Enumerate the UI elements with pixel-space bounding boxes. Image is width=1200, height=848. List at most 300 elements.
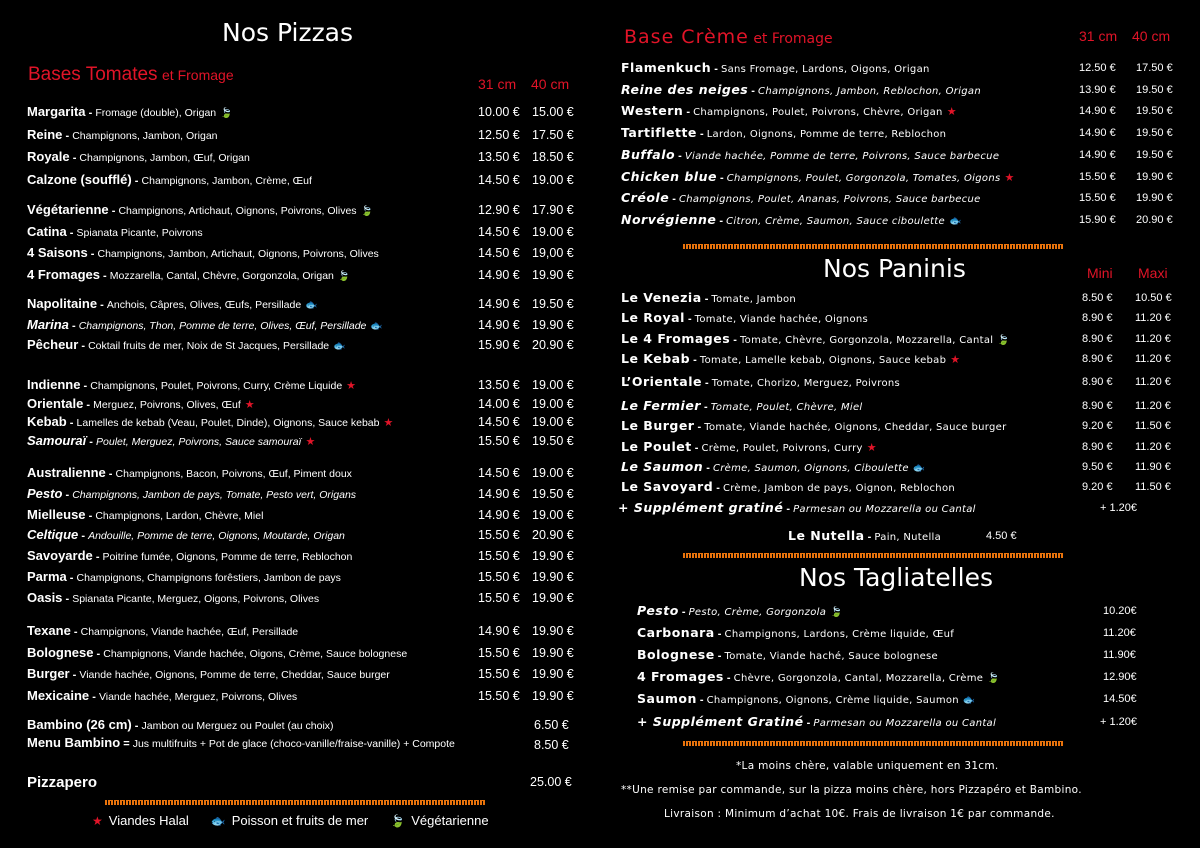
item-description: Fromage (double), Origan	[95, 107, 217, 119]
item-name: Parma	[27, 569, 67, 584]
separator: -	[89, 691, 99, 704]
menu-item	[621, 374, 900, 390]
item-name: Saumon	[637, 691, 697, 706]
menu-item	[27, 127, 218, 143]
item-name: Bolognese	[637, 647, 715, 662]
price: 11.20 €	[1135, 376, 1171, 388]
price: 19.90 €	[1136, 170, 1173, 183]
item-description: Pain, Nutella	[874, 532, 942, 543]
price: 19.00 €	[532, 507, 574, 522]
item-name: Catina	[27, 223, 67, 239]
menu-item	[618, 500, 976, 516]
menu-item	[27, 245, 379, 261]
price: 15.90 €	[478, 338, 520, 352]
price: 20.90 €	[532, 338, 574, 352]
price: 17.50 €	[532, 127, 574, 142]
price: 15.50 €	[478, 590, 520, 605]
price: 19.90 €	[1136, 192, 1173, 205]
separator: -	[701, 377, 712, 389]
price: 14.90 €	[478, 624, 520, 638]
separator: -	[694, 421, 705, 433]
menu-item	[27, 465, 352, 481]
item-description: Jus multifruits + Pot de glace (choco-vanille/fraise-vanille) + Compote	[132, 738, 455, 750]
section-title-tomates	[28, 64, 234, 86]
separator: -	[723, 672, 734, 684]
item-name: Le Royal	[621, 310, 685, 325]
separator: -	[80, 380, 91, 392]
price: 11.50 €	[1135, 481, 1171, 493]
price: 15.90 €	[1079, 213, 1116, 226]
page-title-pizzas: Nos Pizzas	[222, 18, 354, 47]
separator: =	[120, 738, 133, 750]
halal-star-icon: ★	[383, 417, 394, 429]
price: 17.50 €	[1136, 62, 1173, 74]
separator: -	[783, 503, 794, 515]
item-description: Parmesan ou Mozzarella ou Cantal	[813, 718, 997, 729]
divider	[683, 553, 1063, 558]
halal-star-icon: ★	[92, 814, 103, 828]
price: 14.50 €	[478, 246, 520, 261]
item-name: Le Saumon	[621, 459, 704, 474]
size-header-mini: Mini	[1087, 265, 1113, 281]
item-name: Burger	[27, 666, 70, 682]
item-description: Champignons, Champignons forêstiers, Jambon de pays	[76, 572, 341, 584]
menu-item	[621, 190, 981, 206]
price: 8.50 €	[1082, 292, 1113, 304]
item-description: Champignons, Bacon, Poivrons, Œuf, Piment doux	[115, 468, 352, 480]
price: 15.50 €	[478, 645, 520, 660]
price: 19.50 €	[1136, 148, 1173, 161]
leaf-icon: 🍃	[390, 814, 406, 828]
price: 15.50 €	[478, 528, 520, 543]
price: 15.50 €	[478, 667, 520, 682]
separator: -	[66, 417, 77, 429]
menu-item	[621, 351, 960, 367]
price: 14.50 €	[478, 415, 520, 429]
item-name: Bambino (26 cm)	[27, 717, 132, 732]
legend	[88, 813, 507, 828]
menu-item	[27, 507, 263, 523]
separator: -	[696, 694, 707, 706]
price: 19.00 €	[532, 224, 574, 239]
separator: -	[70, 626, 81, 638]
legend-halal	[88, 813, 189, 828]
menu-item	[621, 331, 1010, 347]
item-description: Anchois, Câpres, Olives, Œufs, Persillade	[106, 299, 302, 311]
menu-item	[621, 290, 796, 306]
legend-veg	[386, 813, 488, 828]
separator: -	[700, 401, 711, 413]
leaf-icon: 🍃	[830, 607, 843, 618]
price: 19.00 €	[532, 378, 574, 392]
price: 8.50 €	[534, 738, 569, 752]
separator: -	[62, 488, 73, 501]
separator: -	[716, 214, 727, 227]
separator: -	[690, 354, 700, 366]
halal-star-icon: ★	[305, 435, 316, 448]
item-name: Le 4 Fromages	[621, 331, 731, 346]
item-name: Buffalo	[621, 146, 676, 162]
price: 14.50 €	[478, 172, 520, 187]
item-name: Menu Bambino	[27, 735, 121, 750]
menu-item	[27, 666, 390, 682]
item-name: Orientale	[27, 395, 84, 411]
menu-item	[27, 688, 297, 704]
menu-item	[621, 459, 925, 475]
menu-item	[27, 202, 373, 218]
price: 6.50 €	[534, 718, 569, 732]
item-description: Parmesan ou Mozzarella ou Cantal	[793, 504, 976, 515]
separator: -	[701, 293, 712, 305]
menu-item	[27, 645, 407, 661]
item-name: 4 Fromages	[27, 267, 100, 283]
divider	[683, 741, 1063, 746]
menu-item	[27, 717, 334, 733]
price: 11.20 €	[1135, 312, 1171, 324]
price: 17.90 €	[532, 203, 574, 217]
price: 11.20 €	[1135, 333, 1171, 345]
price: + 1.20€	[1100, 502, 1138, 514]
menu-item	[621, 125, 946, 141]
price: 15.50 €	[478, 549, 520, 564]
price: 9.50 €	[1082, 461, 1113, 473]
price: 10.20€	[1103, 605, 1137, 617]
separator: -	[730, 334, 740, 346]
price: 19.50 €	[1136, 105, 1173, 118]
halal-star-icon: ★	[346, 380, 357, 392]
menu-item	[621, 439, 877, 455]
item-description: Viande hachée, Pomme de terre, Poivrons, Sauce barbecue	[684, 150, 1000, 162]
menu-item	[621, 147, 999, 163]
price: 19.90 €	[532, 570, 574, 584]
item-description: Tomate, Poulet, Chèvre, Miel	[710, 402, 863, 413]
price: 14.90 €	[1079, 105, 1116, 118]
separator: -	[714, 650, 725, 662]
menu-item	[637, 691, 975, 707]
item-description: Champignons, Oignons, Crème liquide, Saumon	[706, 695, 959, 706]
price: 18.50 €	[532, 150, 574, 164]
item-name: Pesto	[27, 485, 63, 501]
price: 19.90 €	[532, 549, 574, 564]
price: 12.90 €	[478, 203, 520, 217]
item-description: Spianata Picante, Poivrons	[76, 226, 203, 239]
menu-item	[27, 735, 455, 751]
item-name: Végétarienne	[27, 202, 109, 217]
item-name: Le Savoyard	[621, 479, 714, 494]
separator: -	[691, 442, 702, 454]
menu-item	[27, 414, 393, 430]
item-description: Citron, Crème, Saumon, Sauce ciboulette	[726, 215, 945, 227]
separator: -	[675, 149, 685, 162]
separator: -	[66, 226, 77, 239]
price: 11.20 €	[1135, 353, 1171, 365]
item-name: Pêcheur	[27, 337, 79, 352]
price: 20.90 €	[532, 528, 574, 543]
page-title-paninis: Nos Paninis	[823, 254, 966, 283]
item-name: Créole	[621, 190, 670, 206]
size-header-maxi: Maxi	[1138, 265, 1168, 281]
price: 14.90 €	[1079, 127, 1116, 140]
item-description: Tomate, Viande hachée, Oignons, Cheddar, Sauce burger	[704, 422, 1007, 433]
item-description: Champignons, Poulet, Gorgonzola, Tomates, Oigons	[726, 172, 1001, 184]
price: 19.90 €	[532, 317, 574, 332]
price: 19,00 €	[532, 246, 574, 261]
separator: -	[62, 592, 73, 605]
item-name: Royale	[27, 149, 70, 164]
item-description: Poulet, Merguez, Poivrons, Sauce samouraï	[96, 435, 302, 448]
size-header-40: 40 cm	[1132, 28, 1171, 44]
menu-item	[27, 396, 255, 412]
menu-item	[621, 212, 961, 228]
item-name: Texane	[27, 623, 71, 638]
item-name: 4 Saisons	[27, 245, 88, 261]
item-description: Viande hachée, Merguez, Poivrons, Olives	[98, 691, 298, 704]
fish-icon: 🐟	[333, 341, 346, 352]
item-description: Champignons, Jambon, Artichaut, Oignons, Poivrons, Olives	[97, 248, 379, 261]
item-description: Tomate, Jambon	[711, 294, 797, 305]
item-description: Tomate, Viande hachée, Oignons	[694, 314, 869, 325]
item-description: Chèvre, Gorgonzola, Cantal, Mozzarella, Crème	[733, 673, 984, 684]
price: 9.20 €	[1082, 481, 1113, 493]
separator: -	[105, 468, 116, 480]
item-name: Le Nutella	[788, 528, 865, 543]
item-description: Champignons, Lardon, Chèvre, Miel	[95, 509, 264, 522]
fish-icon: 🐟	[912, 463, 926, 474]
item-description: Andouille, Pomme de terre, Oignons, Moutarde, Origan	[88, 530, 345, 543]
item-name: Le Poulet	[621, 439, 692, 454]
price: 13.50 €	[478, 378, 520, 392]
menu-item	[637, 669, 1000, 685]
price: 14.50€	[1103, 693, 1137, 705]
menu-item	[621, 479, 955, 495]
item-description: Viande hachée, Oignons, Pomme de terre, Cheddar, Sauce burger	[79, 669, 390, 682]
separator: -	[69, 152, 80, 164]
item-name: L’Orientale	[621, 374, 702, 389]
price: 15.00 €	[532, 105, 574, 119]
price: 13.50 €	[478, 150, 520, 164]
price: 14.90 €	[1079, 148, 1116, 161]
price: 20.90 €	[1136, 213, 1173, 226]
price: 8.90 €	[1082, 353, 1113, 365]
separator: -	[99, 270, 110, 283]
item-name: Chicken blue	[621, 168, 717, 184]
menu-item	[27, 172, 312, 188]
price: 10.50 €	[1135, 292, 1172, 304]
leaf-icon: 🍃	[987, 673, 1000, 684]
price: 8.90 €	[1082, 333, 1113, 345]
size-header-31: 31 cm	[478, 76, 517, 92]
menu-item	[27, 433, 315, 449]
price: 12.50 €	[1079, 62, 1116, 74]
menu-item	[621, 60, 930, 76]
price: 14.90 €	[478, 507, 520, 522]
item-description: Crème, Jambon de pays, Oignon, Reblochon	[722, 483, 956, 494]
item-description: Pesto, Crème, Gorgonzola	[688, 607, 827, 618]
menu-item	[621, 169, 1014, 185]
price: 9.20 €	[1082, 420, 1113, 432]
legend-label: Poisson et fruits de mer	[231, 813, 369, 828]
price: 12.90€	[1103, 671, 1137, 683]
menu-item	[621, 418, 1007, 434]
footnote-delivery: Livraison : Minimum d’achat 10€. Frais de livraison 1€ par commande.	[664, 808, 1055, 820]
item-name: Calzone (soufflé)	[27, 171, 132, 187]
item-description: Mozzarella, Cantal, Chèvre, Gorgonzola, Origan	[109, 270, 334, 283]
halal-star-icon: ★	[866, 442, 877, 454]
price: 11.20 €	[1135, 441, 1171, 453]
separator: -	[108, 205, 119, 217]
item-description: Champignons, Viande hachée, Œuf, Persillade	[80, 626, 299, 638]
price: 14.90 €	[478, 317, 520, 332]
item-name: Kebab	[27, 414, 67, 429]
item-name: Le Burger	[621, 418, 695, 433]
price: 19.90 €	[532, 590, 574, 605]
legend-label: Viandes Halal	[108, 813, 189, 828]
footnote-remise: **Une remise par commande, sur la pizza moins chère, hors Pizzapéro et Bambino.	[621, 784, 1082, 796]
item-description: Jambon ou Merguez ou Poulet (au choix)	[141, 720, 334, 732]
item-name: Oasis	[27, 589, 63, 605]
price: 19.00 €	[532, 415, 574, 429]
item-description: Champignons, Poulet, Ananas, Poivrons, Sauce barbecue	[678, 194, 981, 206]
price: 15.50 €	[1079, 192, 1116, 205]
item-name: Tartiflette	[621, 125, 697, 141]
menu-item	[621, 398, 863, 414]
menu-item	[621, 82, 981, 98]
price: 11.20 €	[1135, 400, 1171, 412]
item-name: Pesto	[637, 603, 679, 618]
halal-star-icon: ★	[244, 398, 255, 411]
separator: -	[713, 482, 723, 494]
item-name: Pizzapero	[27, 774, 98, 791]
item-name: Reine des neiges	[621, 81, 749, 97]
item-name: Le Fermier	[621, 398, 701, 413]
price: 19.50 €	[532, 433, 574, 448]
menu-item	[637, 625, 954, 641]
separator: -	[68, 319, 79, 332]
item-name: Indienne	[27, 377, 81, 392]
section-title-sub: et Fromage	[162, 67, 234, 83]
separator: -	[92, 551, 103, 564]
price: 14.00 €	[478, 396, 520, 411]
item-description: Lardon, Oignons, Pomme de terre, Reblochon	[706, 129, 947, 141]
price: 11.50 €	[1135, 420, 1171, 432]
item-name: Flamenkuch	[621, 60, 712, 75]
price: 14.90 €	[478, 268, 520, 283]
menu-item	[27, 569, 341, 585]
halal-star-icon: ★	[1004, 171, 1015, 184]
menu-item	[637, 714, 996, 730]
item-description: Lamelles de kebab (Veau, Poulet, Dinde), Oignons, Sauce kebab	[76, 417, 380, 429]
price: 19.00 €	[532, 466, 574, 480]
item-description: Champignons, Jambon, Reblochon, Origan	[758, 85, 982, 97]
item-description: Champignons, Jambon, Origan	[72, 129, 218, 142]
price: 19.50 €	[532, 297, 574, 311]
divider	[105, 800, 485, 805]
price: 15.50 €	[478, 570, 520, 584]
price: 14.50 €	[478, 224, 520, 239]
menu-item	[27, 590, 319, 606]
menu-item	[637, 603, 843, 619]
separator: -	[78, 340, 89, 352]
price: 19.90 €	[532, 667, 574, 682]
leaf-icon: 🍃	[997, 335, 1010, 346]
price: 11.90€	[1103, 649, 1136, 661]
item-name: Marina	[27, 316, 69, 332]
price: 10.00 €	[478, 105, 520, 119]
item-description: Coktail fruits de mer, Noix de St Jacques, Persillade	[88, 340, 330, 352]
menu-item	[788, 528, 941, 544]
price: 15.50 €	[478, 689, 520, 704]
size-header-40: 40 cm	[531, 76, 570, 92]
separator: -	[703, 462, 713, 474]
separator: -	[83, 398, 94, 411]
item-description: Champignons, Jambon de pays, Tomate, Pesto vert, Origans	[72, 488, 357, 501]
fish-icon: 🐟	[962, 695, 976, 706]
section-title-sub: et Fromage	[753, 31, 833, 47]
separator: -	[696, 128, 707, 141]
page-title-tagliatelles: Nos Tagliatelles	[799, 563, 993, 592]
menu-item	[621, 103, 957, 119]
item-name: Bolognese	[27, 644, 94, 660]
section-title-main: Base Crème	[624, 26, 749, 48]
item-description: Champignons, Viande hachée, Oigons, Crème, Sauce bolognese	[103, 647, 408, 660]
item-name: 4 Fromages	[637, 669, 724, 684]
item-name: Western	[621, 103, 684, 119]
price: 19.90 €	[532, 624, 574, 638]
leaf-icon: 🍃	[220, 108, 233, 119]
item-description: Crème, Poulet, Poivrons, Curry	[701, 443, 863, 454]
menu-item	[27, 486, 356, 502]
price: 19.90 €	[532, 268, 574, 283]
item-name: + Supplément Gratiné	[637, 714, 804, 729]
separator: -	[93, 647, 104, 660]
separator: -	[714, 628, 725, 640]
item-description: Tomate, Viande haché, Sauce bolognese	[724, 651, 939, 662]
price: 14.90 €	[478, 297, 520, 311]
item-name: Mielleuse	[27, 506, 86, 522]
item-description: Sans Fromage, Lardons, Oigons, Origan	[720, 64, 930, 75]
item-name: Savoyarde	[27, 548, 93, 564]
price: 12.50 €	[478, 127, 520, 142]
fish-icon: 🐟	[305, 300, 318, 311]
menu-item	[27, 623, 298, 639]
menu-item	[27, 267, 350, 283]
separator: -	[711, 63, 721, 75]
divider	[683, 244, 1063, 249]
separator: -	[131, 174, 142, 187]
price: 8.90 €	[1082, 312, 1113, 324]
price: 19.90 €	[532, 689, 574, 704]
menu-item	[637, 647, 938, 663]
price: 19.50 €	[532, 486, 574, 501]
footnote-discount: *La moins chère, valable uniquement en 31cm.	[736, 760, 999, 772]
price: 8.90 €	[1082, 441, 1113, 453]
item-description: Champignons, Jambon, Crème, Œuf	[141, 174, 312, 187]
price: 19.00 €	[532, 172, 574, 187]
separator: -	[684, 313, 695, 325]
item-description: Poitrine fumée, Oignons, Pomme de terre, Reblochon	[102, 551, 353, 564]
menu-item	[27, 104, 233, 120]
price: 4.50 €	[986, 530, 1017, 542]
section-title-main: Bases Tomates	[28, 64, 158, 85]
item-description: Spianata Picante, Merguez, Oigons, Poivrons, Olives	[72, 592, 320, 605]
separator: -	[748, 84, 759, 97]
item-name: Le Kebab	[621, 351, 691, 366]
separator: -	[85, 509, 96, 522]
separator: -	[678, 606, 689, 618]
separator: -	[85, 107, 96, 119]
leaf-icon: 🍃	[360, 206, 374, 217]
item-name: Margarita	[27, 104, 86, 119]
